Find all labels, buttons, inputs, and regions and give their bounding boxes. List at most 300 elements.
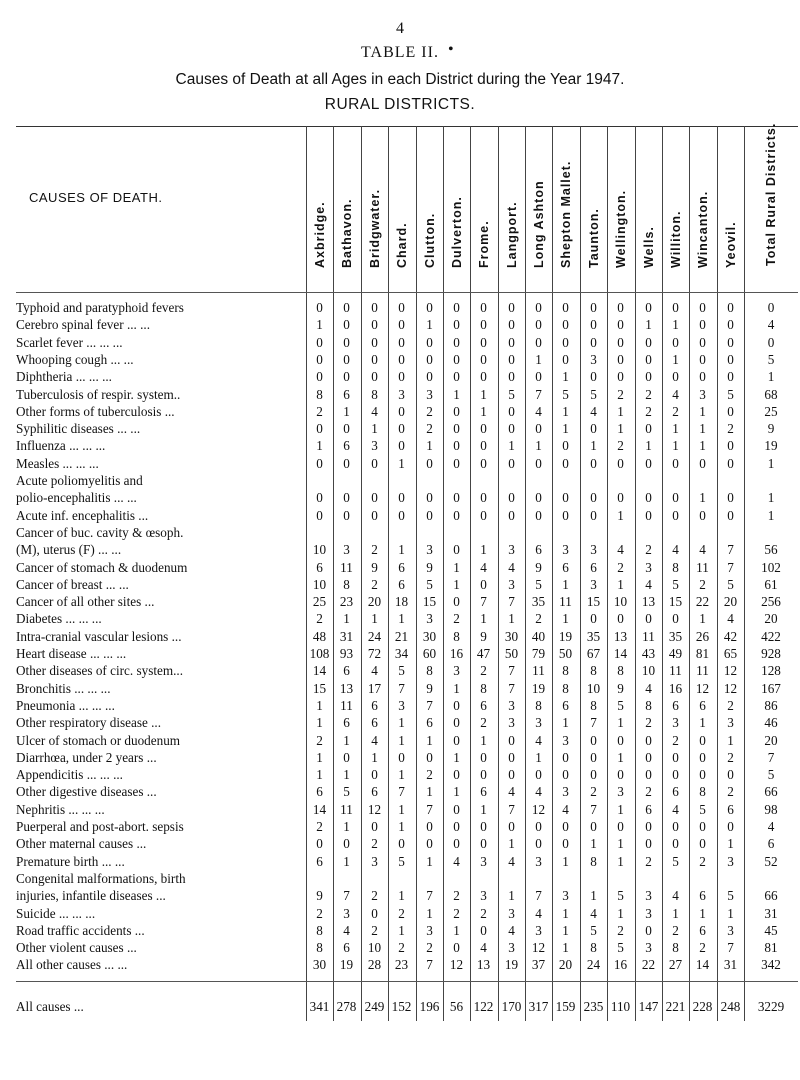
table-cell: 0 xyxy=(343,421,350,436)
table-cell: 86 xyxy=(764,698,778,713)
column-header xyxy=(662,128,689,288)
table-cell: 6 xyxy=(316,560,323,575)
column-header-label: Long Ashton xyxy=(531,180,546,268)
table-cell: 3 xyxy=(562,542,569,557)
table-cell: 0 xyxy=(672,611,679,626)
table-cell: 30 xyxy=(312,957,327,972)
table-cell: 0 xyxy=(617,819,624,834)
table-cell: 0 xyxy=(316,421,323,436)
table-cell: 7 xyxy=(508,681,515,696)
table-cell: 1 xyxy=(727,906,734,921)
table-cell: 928 xyxy=(761,646,781,661)
table-cell: 4 xyxy=(480,560,487,575)
table-cell: 8 xyxy=(590,940,597,955)
table-cell: 0 xyxy=(727,508,734,523)
table-cell: 1 xyxy=(699,611,706,626)
table-cell: 0 xyxy=(672,335,679,350)
table-cell: 0 xyxy=(645,300,652,315)
table-cell: 0 xyxy=(645,352,652,367)
table-cell: 0 xyxy=(343,456,350,471)
table-cell: 0 xyxy=(508,352,515,367)
table-cell: 1 xyxy=(343,767,350,782)
table-cell: 2 xyxy=(316,611,323,626)
table-cell: 108 xyxy=(309,646,330,661)
table-cell: 3 xyxy=(508,940,515,955)
table-cell: 7 xyxy=(535,387,542,402)
table-cell: 3 xyxy=(508,577,515,592)
row-label: Influenza ... ... ... xyxy=(16,438,106,453)
table-cell: 0 xyxy=(562,352,569,367)
table-row xyxy=(0,802,800,820)
table-cell: 4 xyxy=(767,819,775,834)
table-cell: 0 xyxy=(562,335,569,350)
table-cell: 0 xyxy=(480,508,487,523)
table-cell: 0 xyxy=(645,335,652,350)
table-cell: 14 xyxy=(312,802,327,817)
table-cell: 2 xyxy=(426,404,433,419)
table-cell: 2 xyxy=(316,404,323,419)
table-cell: 1 xyxy=(426,906,433,921)
table-cell: 6 xyxy=(343,940,350,955)
table-cell: 0 xyxy=(371,335,378,350)
table-cell: 0 xyxy=(371,456,378,471)
table-cell: 3 xyxy=(590,352,597,367)
table-cell: 6 xyxy=(343,387,350,402)
table-cell: 4 xyxy=(371,733,378,748)
table-cell: 7 xyxy=(508,802,515,817)
table-cell: 5 xyxy=(398,854,405,869)
table-cell: 7 xyxy=(727,940,734,955)
table-cell: 0 xyxy=(535,369,542,384)
row-label: Congenital malformations, birth xyxy=(16,871,186,886)
table-cell: 0 xyxy=(371,369,378,384)
column-header-label: Taunton. xyxy=(586,208,601,268)
table-cell: 3 xyxy=(508,715,515,730)
table-cell: 4 xyxy=(672,542,679,557)
table-cell: 2 xyxy=(672,733,679,748)
table-cell: 1 xyxy=(343,854,350,869)
table-cell: 5 xyxy=(590,387,597,402)
table-cell: 1 xyxy=(453,577,460,592)
table-cell: 1 xyxy=(535,750,542,765)
table-cell: 1 xyxy=(617,715,624,730)
table-cell: 40 xyxy=(531,629,546,644)
table-cell: 16 xyxy=(449,646,464,661)
row-label: Whooping cough ... ... xyxy=(16,352,134,367)
table-cell: 56 xyxy=(764,542,778,557)
table-cell: 46 xyxy=(764,715,778,730)
table-cell: 6 xyxy=(699,888,706,903)
table-cell: 4 xyxy=(727,611,734,626)
table-cell: 1 xyxy=(727,836,734,851)
table-cell: 1 xyxy=(562,577,569,592)
table-cell: 0 xyxy=(316,456,323,471)
table-cell: 8 xyxy=(480,681,487,696)
table-cell: 19 xyxy=(504,957,519,972)
table-cell: 12 xyxy=(723,681,738,696)
column-header xyxy=(498,128,525,288)
table-cell: 68 xyxy=(764,387,778,402)
table-cell: 0 xyxy=(590,819,597,834)
table-cell: 8 xyxy=(617,663,624,678)
table-cell: 3 xyxy=(672,715,679,730)
table-cell: 0 xyxy=(535,300,542,315)
table-cell: 8 xyxy=(562,681,569,696)
table-cell: 0 xyxy=(645,819,652,834)
table-cell: 159 xyxy=(555,999,576,1014)
table-cell: 2 xyxy=(727,421,734,436)
table-cell: 0 xyxy=(699,456,706,471)
row-label: Suicide ... ... ... xyxy=(16,906,96,921)
table-cell: 0 xyxy=(508,767,515,782)
table-cell: 6 xyxy=(672,698,679,713)
table-cell: 0 xyxy=(453,352,460,367)
table-cell: 1 xyxy=(343,733,350,748)
table-row xyxy=(0,940,800,958)
table-cell: 317 xyxy=(528,999,549,1014)
table-cell: 4 xyxy=(672,888,679,903)
table-cell: 1 xyxy=(645,317,652,332)
table-cell: 56 xyxy=(449,999,464,1014)
table-row xyxy=(0,715,800,733)
row-label: Cerebro spinal fever ... ... xyxy=(16,317,151,332)
table-cell: 2 xyxy=(371,542,378,557)
table-cell: 0 xyxy=(535,421,542,436)
table-cell: 19 xyxy=(558,629,573,644)
table-cell: 3 xyxy=(426,611,433,626)
table-cell: 0 xyxy=(562,300,569,315)
table-row xyxy=(0,456,800,474)
table-cell: 1 xyxy=(480,802,487,817)
table-cell: 5 xyxy=(426,577,433,592)
column-header-label: Wellington. xyxy=(613,189,628,268)
table-cell: 2 xyxy=(672,404,679,419)
table-cell: 9 xyxy=(426,681,433,696)
table-cell: 72 xyxy=(367,646,382,661)
table-row xyxy=(0,317,800,335)
table-cell: 9 xyxy=(480,629,487,644)
table-cell: 11 xyxy=(696,560,709,575)
table-cell: 0 xyxy=(767,300,775,315)
column-header xyxy=(607,128,634,288)
table-cell: 24 xyxy=(586,957,601,972)
table-cell: 0 xyxy=(727,767,734,782)
table-cell: 0 xyxy=(398,490,405,505)
table-row xyxy=(0,784,800,802)
table-cell: 8 xyxy=(316,387,323,402)
table-cell: 4 xyxy=(672,802,679,817)
table-cell: 11 xyxy=(340,560,353,575)
row-label: Nephritis ... ... ... xyxy=(16,802,105,817)
table-cell: 1 xyxy=(617,854,624,869)
table-cell: 6 xyxy=(371,715,378,730)
table-cell: 28 xyxy=(367,957,382,972)
table-cell: 6 xyxy=(371,784,378,799)
table-cell: 14 xyxy=(312,663,327,678)
table-cell: 43 xyxy=(641,646,656,661)
table-cell: 1 xyxy=(398,733,405,748)
table-cell: 0 xyxy=(398,438,405,453)
table-cell: 0 xyxy=(617,352,624,367)
table-cell: 0 xyxy=(617,300,624,315)
table-cell: 5 xyxy=(535,577,542,592)
table-cell: 5 xyxy=(617,888,624,903)
table-cell: 0 xyxy=(672,369,679,384)
table-cell: 1 xyxy=(343,611,350,626)
table-cell: 4 xyxy=(535,784,542,799)
table-cell: 0 xyxy=(617,490,624,505)
table-cell: 0 xyxy=(699,317,706,332)
table-cell: 0 xyxy=(453,836,460,851)
table-cell: 37 xyxy=(531,957,546,972)
table-cell: 256 xyxy=(761,594,781,609)
table-cell: 4 xyxy=(371,663,378,678)
table-cell: 1 xyxy=(508,438,515,453)
table-cell: 7 xyxy=(590,802,597,817)
table-cell: 0 xyxy=(480,300,487,315)
table-cell: 7 xyxy=(535,888,542,903)
table-cell: 0 xyxy=(617,335,624,350)
table-cell: 249 xyxy=(364,999,385,1014)
table-cell: 102 xyxy=(761,560,781,575)
table-cell: 8 xyxy=(672,940,679,955)
table-cell: 2 xyxy=(535,611,542,626)
table-cell: 0 xyxy=(645,421,652,436)
table-cell: 0 xyxy=(480,352,487,367)
table-cell: 2 xyxy=(645,784,652,799)
table-cell: 196 xyxy=(419,999,440,1014)
row-label: Ulcer of stomach or duodenum xyxy=(16,733,181,748)
table-cell: 4 xyxy=(699,542,706,557)
table-cell: 0 xyxy=(426,456,433,471)
table-cell: 0 xyxy=(371,352,378,367)
table-cell: 1 xyxy=(562,421,569,436)
table-cell: 7 xyxy=(767,750,775,765)
row-label: Acute poliomyelitis and xyxy=(16,473,143,488)
column-header-label: Clutton. xyxy=(422,212,437,268)
table-cell: 7 xyxy=(426,888,433,903)
table-cell: 1 xyxy=(371,611,378,626)
table-cell: 0 xyxy=(426,750,433,765)
table-cell: 0 xyxy=(699,819,706,834)
table-cell: 0 xyxy=(590,300,597,315)
table-cell: 0 xyxy=(426,490,433,505)
table-cell: 0 xyxy=(535,335,542,350)
table-cell: 1 xyxy=(508,888,515,903)
table-cell: 2 xyxy=(426,421,433,436)
row-label: Pneumonia ... ... ... xyxy=(16,698,115,713)
table-cell: 0 xyxy=(645,836,652,851)
table-cell: 0 xyxy=(426,335,433,350)
table-cell: 20 xyxy=(558,957,573,972)
table-cell: 50 xyxy=(558,646,573,661)
table-cell: 3 xyxy=(645,888,652,903)
table-cell: 1 xyxy=(645,438,652,453)
table-cell: 3 xyxy=(562,733,569,748)
table-row xyxy=(0,698,800,716)
table-row xyxy=(0,819,800,837)
table-cell: 0 xyxy=(371,767,378,782)
table-cell: 0 xyxy=(480,490,487,505)
table-cell: 4 xyxy=(617,542,624,557)
table-cell: 1 xyxy=(480,542,487,557)
table-cell: 7 xyxy=(727,560,734,575)
table-cell: 0 xyxy=(398,750,405,765)
table-cell: 20 xyxy=(723,594,738,609)
table-cell: 8 xyxy=(371,387,378,402)
row-label: Acute inf. encephalitis ... xyxy=(16,508,149,523)
table-cell: 3 xyxy=(480,854,487,869)
table-cell: 0 xyxy=(562,456,569,471)
table-cell: 8 xyxy=(426,663,433,678)
table-cell: 1 xyxy=(343,819,350,834)
table-cell: 6 xyxy=(562,560,569,575)
table-cell: 0 xyxy=(508,508,515,523)
table-cell: 1 xyxy=(617,421,624,436)
table-cell: 2 xyxy=(727,784,734,799)
table-cell: 0 xyxy=(371,508,378,523)
table-cell: 0 xyxy=(562,438,569,453)
table-cell: 0 xyxy=(727,438,734,453)
table-cell: 0 xyxy=(453,542,460,557)
table-cell: 6 xyxy=(398,560,405,575)
table-cell: 12 xyxy=(695,681,710,696)
table-cell: 14 xyxy=(695,957,710,972)
table-cell: 20 xyxy=(764,733,778,748)
table-cell: 1 xyxy=(508,836,515,851)
table-cell: 0 xyxy=(672,508,679,523)
table-cell: 0 xyxy=(453,715,460,730)
table-cell: 31 xyxy=(723,957,738,972)
table-cell: 1 xyxy=(398,767,405,782)
table-cell: 12 xyxy=(723,663,738,678)
table-cell: 22 xyxy=(641,957,656,972)
table-cell: 1 xyxy=(453,560,460,575)
table-cell: 0 xyxy=(672,819,679,834)
table-cell: 30 xyxy=(504,629,519,644)
row-label: All causes ... xyxy=(16,999,84,1014)
row-label: Bronchitis ... ... ... xyxy=(16,681,111,696)
table-cell: 4 xyxy=(767,317,775,332)
table-cell: 15 xyxy=(312,681,327,696)
table-cell: 19 xyxy=(339,957,354,972)
table-cell: 3 xyxy=(535,715,542,730)
table-cell: 0 xyxy=(343,750,350,765)
table-row xyxy=(0,421,800,439)
table-row xyxy=(0,906,800,924)
table-cell: 8 xyxy=(316,923,323,938)
table-cell: 1 xyxy=(371,750,378,765)
table-cell: 0 xyxy=(316,836,323,851)
table-cell: 0 xyxy=(617,611,624,626)
table-cell: 4 xyxy=(480,940,487,955)
table-cell: 1 xyxy=(562,404,569,419)
section-heading: RURAL DISTRICTS. xyxy=(324,96,476,113)
table-cell: 5 xyxy=(398,663,405,678)
table-cell: 1 xyxy=(535,438,542,453)
row-label: All other causes ... ... xyxy=(16,957,128,972)
table-cell: 11 xyxy=(340,802,353,817)
table-cell: 0 xyxy=(398,369,405,384)
table-cell: 0 xyxy=(645,369,652,384)
table-cell: 0 xyxy=(480,421,487,436)
table-cell: 17 xyxy=(367,681,382,696)
table-cell: 1 xyxy=(617,906,624,921)
table-cell: 0 xyxy=(672,836,679,851)
table-cell: 31 xyxy=(764,906,778,921)
table-row xyxy=(0,508,800,526)
table-cell: 3 xyxy=(617,784,624,799)
table-cell: 0 xyxy=(343,836,350,851)
table-cell: 10 xyxy=(312,542,327,557)
table-cell: 2 xyxy=(426,767,433,782)
table-cell: 79 xyxy=(531,646,546,661)
table-cell: 0 xyxy=(672,750,679,765)
table-cell: 422 xyxy=(761,629,781,644)
column-header xyxy=(525,128,552,288)
table-cell: 0 xyxy=(645,456,652,471)
table-cell: 3 xyxy=(727,715,734,730)
table-cell: 0 xyxy=(426,300,433,315)
table-cell: 0 xyxy=(562,750,569,765)
table-cell: 1 xyxy=(590,888,597,903)
table-cell: 0 xyxy=(645,767,652,782)
table-cell: 0 xyxy=(727,300,734,315)
column-header xyxy=(717,128,744,288)
table-cell: 1 xyxy=(699,715,706,730)
table-cell: 4 xyxy=(508,923,515,938)
table-cell: 5 xyxy=(767,352,775,367)
table-cell: 1 xyxy=(453,681,460,696)
table-cell: 52 xyxy=(764,854,778,869)
table-cell: 25 xyxy=(312,594,327,609)
table-cell: 0 xyxy=(453,733,460,748)
table-cell: 0 xyxy=(398,421,405,436)
table-row xyxy=(0,923,800,941)
table-cell: 0 xyxy=(453,698,460,713)
table-cell: 35 xyxy=(531,594,546,609)
row-label: Other respiratory disease ... xyxy=(16,715,162,730)
table-cell: 4 xyxy=(645,681,652,696)
table-cell: 0 xyxy=(480,317,487,332)
table-cell: 0 xyxy=(699,352,706,367)
table-cell: 4 xyxy=(590,906,597,921)
table-cell: 2 xyxy=(398,940,405,955)
table-cell: 0 xyxy=(453,369,460,384)
table-cell: 1 xyxy=(767,508,775,523)
table-cell: 2 xyxy=(453,888,460,903)
table-cell: 0 xyxy=(590,456,597,471)
table-cell: 2 xyxy=(672,923,679,938)
table-cell: 0 xyxy=(508,733,515,748)
table-cell: 0 xyxy=(316,508,323,523)
table-cell: 2 xyxy=(426,940,433,955)
table-cell: 1 xyxy=(398,802,405,817)
table-cell: 13 xyxy=(339,681,354,696)
table-cell: 9 xyxy=(426,560,433,575)
table-cell: 0 xyxy=(508,490,515,505)
table-cell: 14 xyxy=(613,646,628,661)
row-label: Cancer of buc. cavity & œsoph. xyxy=(16,525,184,540)
table-cell: 0 xyxy=(767,335,775,350)
table-cell: 0 xyxy=(371,906,378,921)
table-cell: 48 xyxy=(312,629,327,644)
table-cell: 0 xyxy=(699,369,706,384)
table-cell: 0 xyxy=(316,490,323,505)
table-cell: 235 xyxy=(583,999,604,1014)
table-cell: 2 xyxy=(371,888,378,903)
table-row xyxy=(0,888,800,906)
